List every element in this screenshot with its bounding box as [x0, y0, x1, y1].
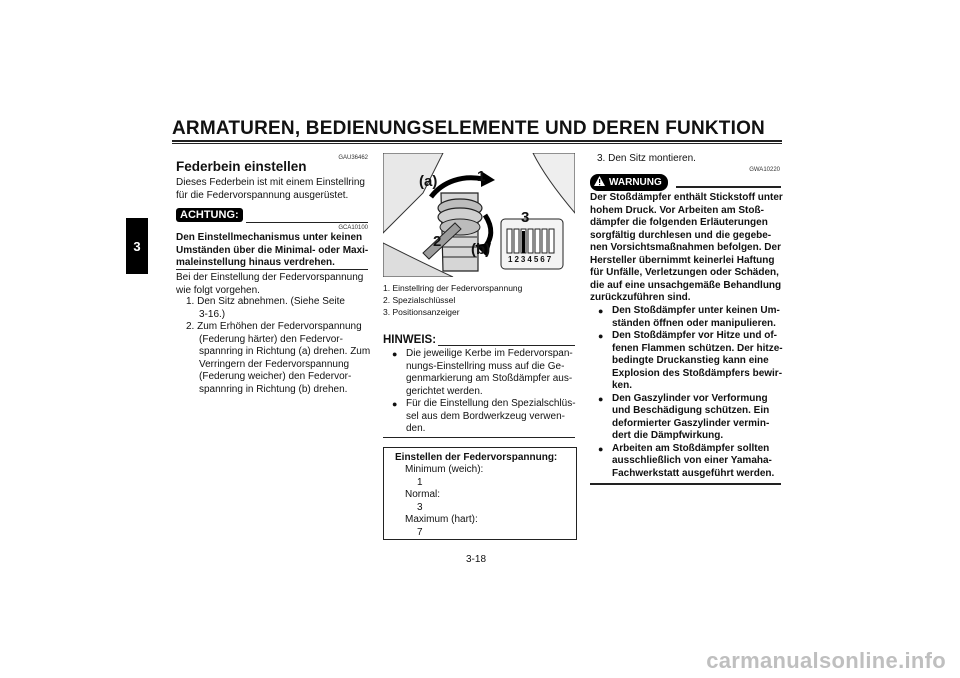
warning-text	[590, 192, 786, 305]
text-line: Den Stoßdämpfer unter keinen Um-	[612, 305, 780, 316]
bullet-dot: ●	[392, 349, 398, 359]
spec-label: Normal:	[405, 489, 441, 500]
spec-label: Maximum (hart):	[405, 514, 478, 525]
text-line: Den Einstellmechanismus unter keinen	[176, 232, 363, 243]
text-line: sel aus dem Bordwerkzeug verwen-	[406, 410, 565, 422]
warning-triangle-icon	[594, 176, 605, 189]
scale-mark: 7	[546, 255, 552, 264]
text-line: dert die Dämpfwirkung.	[612, 430, 724, 441]
caution-end-rule	[176, 269, 368, 270]
scale-mark: 1	[508, 255, 513, 264]
callout-1: 1	[477, 168, 486, 185]
scale-mark: 5	[533, 255, 539, 264]
procedure-intro	[176, 272, 376, 297]
text-line: Arbeiten am Stoßdämpfer sollten	[612, 442, 770, 454]
text-line: spannring in Richtung (b) drehen.	[199, 383, 348, 395]
achtung-rule	[246, 222, 368, 223]
text-line: deformierter Gaszylinder vermin-	[612, 417, 770, 429]
spec-value: 1	[417, 476, 423, 488]
text-line: gerichtet werden.	[406, 385, 483, 397]
spec-rows	[405, 464, 483, 539]
intro-text	[176, 177, 376, 202]
warning-rule	[676, 186, 781, 188]
figure-captions	[383, 282, 522, 318]
text-line: maleinstellung hinaus verdrehen.	[176, 257, 335, 268]
caution-text	[176, 232, 376, 270]
title-rule	[172, 140, 782, 142]
shock-absorber-figure	[383, 153, 575, 277]
bullet-dot: ●	[598, 331, 604, 341]
hinweis-label: HINWEIS:	[383, 334, 437, 346]
text-line: sorgfältig durchlesen und die gegebe-	[590, 229, 772, 241]
text-line: (Federung weicher) den Federvor-	[199, 371, 352, 382]
text-line: 3-16.)	[199, 308, 226, 320]
achtung-label: ACHTUNG:	[176, 208, 243, 222]
text-line: für Unfälle, Verletzungen oder Schäden,	[590, 267, 779, 278]
text-line: Den Gaszylinder vor Verformung	[612, 392, 768, 404]
text-line: Verringern der Federvorspannung	[199, 358, 350, 370]
text-line: die auf eine unsachgemäße Behandlung	[590, 279, 782, 291]
caution-code: GCA10100	[338, 225, 368, 231]
preload-spec-box	[383, 447, 577, 540]
spec-title: Einstellen der Federvorspannung:	[395, 452, 558, 463]
text-line: ständen öffnen oder manipulieren.	[612, 317, 776, 329]
text-line: spannring in Richtung (a) drehen. Zum	[199, 346, 371, 357]
warning-badge	[590, 174, 668, 191]
warning-end-rule	[590, 483, 781, 485]
label-a: (a)	[419, 173, 438, 190]
scale-mark: 6	[540, 255, 545, 264]
step-2	[186, 321, 376, 396]
text-line: genmarkierung am Stoßdämpfer aus-	[406, 373, 573, 384]
text-line: Hersteller übernimmt keinerlei Haftung	[590, 254, 775, 266]
text-line: wie folgt vorgehen.	[176, 284, 260, 296]
text-line: fenen Flammen schützen. Der hitze-	[612, 342, 783, 354]
section-code: GAU36462	[338, 155, 368, 161]
caption-line: 3. Positionsanzeiger	[383, 307, 460, 317]
step-1	[186, 296, 376, 321]
warning-bullets	[598, 305, 788, 480]
bullet-dot: ●	[598, 393, 604, 404]
spec-value: 7	[417, 526, 423, 538]
warning-bullet-1	[598, 305, 788, 330]
text-line: Den Stoßdämpfer vor Hitze und of-	[612, 330, 777, 341]
watermark: carmanualsonline.info	[706, 648, 946, 673]
caption-line: 2. Spezialschlüssel	[383, 295, 456, 305]
text-line: Die jeweilige Kerbe im Federvorspan-	[406, 348, 573, 359]
bullet-dot: ●	[392, 399, 398, 409]
scale-mark: 4	[527, 255, 532, 264]
warning-label: WARNUNG	[609, 177, 662, 188]
text-line: den.	[406, 423, 426, 434]
text-line: für die Federvorspannung ausgerüstet.	[176, 189, 349, 201]
text-line: und Beschädigung schützen. Ein	[612, 405, 770, 416]
warning-bullet-3	[598, 393, 788, 443]
text-line: 1. Den Sitz abnehmen. (Siehe Seite	[186, 296, 345, 307]
text-line: nungs-Einstellring muss auf die Ge-	[406, 360, 565, 372]
label-b: (b)	[471, 241, 491, 258]
text-line: Fachwerkstatt ausgeführt werden.	[612, 467, 775, 479]
text-line: Explosion des Stoßdämpfers bewir-	[612, 367, 783, 379]
text-line: bedingte Druckanstieg kann eine	[612, 355, 769, 366]
text-line: Dieses Federbein ist mit einem Einstellring	[176, 177, 365, 188]
chapter-tab: 3	[126, 218, 148, 274]
spec-value: 3	[417, 501, 423, 513]
text-line: Umständen über die Minimal- oder Maxi-	[176, 244, 369, 256]
warning-code: GWA10220	[749, 167, 780, 173]
title-rule-thin	[172, 143, 782, 144]
hinweis-bullet-2	[392, 398, 578, 436]
achtung-header	[176, 208, 243, 222]
text-line: Der Stoßdämpfer enthält Stickstoff unter	[590, 192, 783, 203]
text-line: nen Vorsichtsmaßnahmen befolgen. Der	[590, 242, 781, 253]
bullet-dot: ●	[598, 306, 604, 316]
callout-2: 2	[433, 233, 442, 250]
text-line: (Federung härter) den Federvor-	[199, 333, 343, 345]
page-title: ARMATUREN, BEDIENUNGSELEMENTE UND DEREN FUNKTION	[172, 118, 765, 139]
text-line: ausschließlich von einer Yamaha-	[612, 455, 772, 466]
text-line: hohem Druck. Vor Arbeiten am Stoß-	[590, 204, 764, 216]
text-line: Für die Einstellung den Spezialschlüs-	[406, 398, 576, 409]
text-line: 2. Zum Erhöhen der Federvorspannung	[186, 321, 362, 332]
text-line: Bei der Einstellung der Federvorspannung	[176, 272, 364, 283]
page-number: 3-18	[466, 554, 487, 565]
bullet-dot: ●	[598, 443, 604, 454]
warning-bullet-2	[598, 330, 788, 393]
section-heading: Federbein einstellen	[176, 159, 307, 174]
hinweis-end-rule	[383, 437, 575, 438]
step-3: 3. Den Sitz montieren.	[597, 153, 696, 164]
hinweis-bullet-1	[392, 348, 578, 398]
scale-mark: 2	[514, 255, 519, 264]
text-line: dämpfer die folgenden Erläuterungen	[590, 217, 768, 228]
caption-line: 1. Einstellring der Federvorspannung	[383, 283, 523, 293]
text-line: ken.	[612, 380, 633, 391]
scale-mark: 3	[520, 255, 526, 264]
callout-3: 3	[521, 209, 530, 226]
warning-bullet-4	[598, 443, 788, 481]
indicator-scale	[508, 255, 551, 264]
hinweis-rule	[438, 345, 575, 346]
text-line: zurückzuführen sind.	[590, 292, 691, 303]
spec-label: Minimum (weich):	[405, 464, 484, 475]
